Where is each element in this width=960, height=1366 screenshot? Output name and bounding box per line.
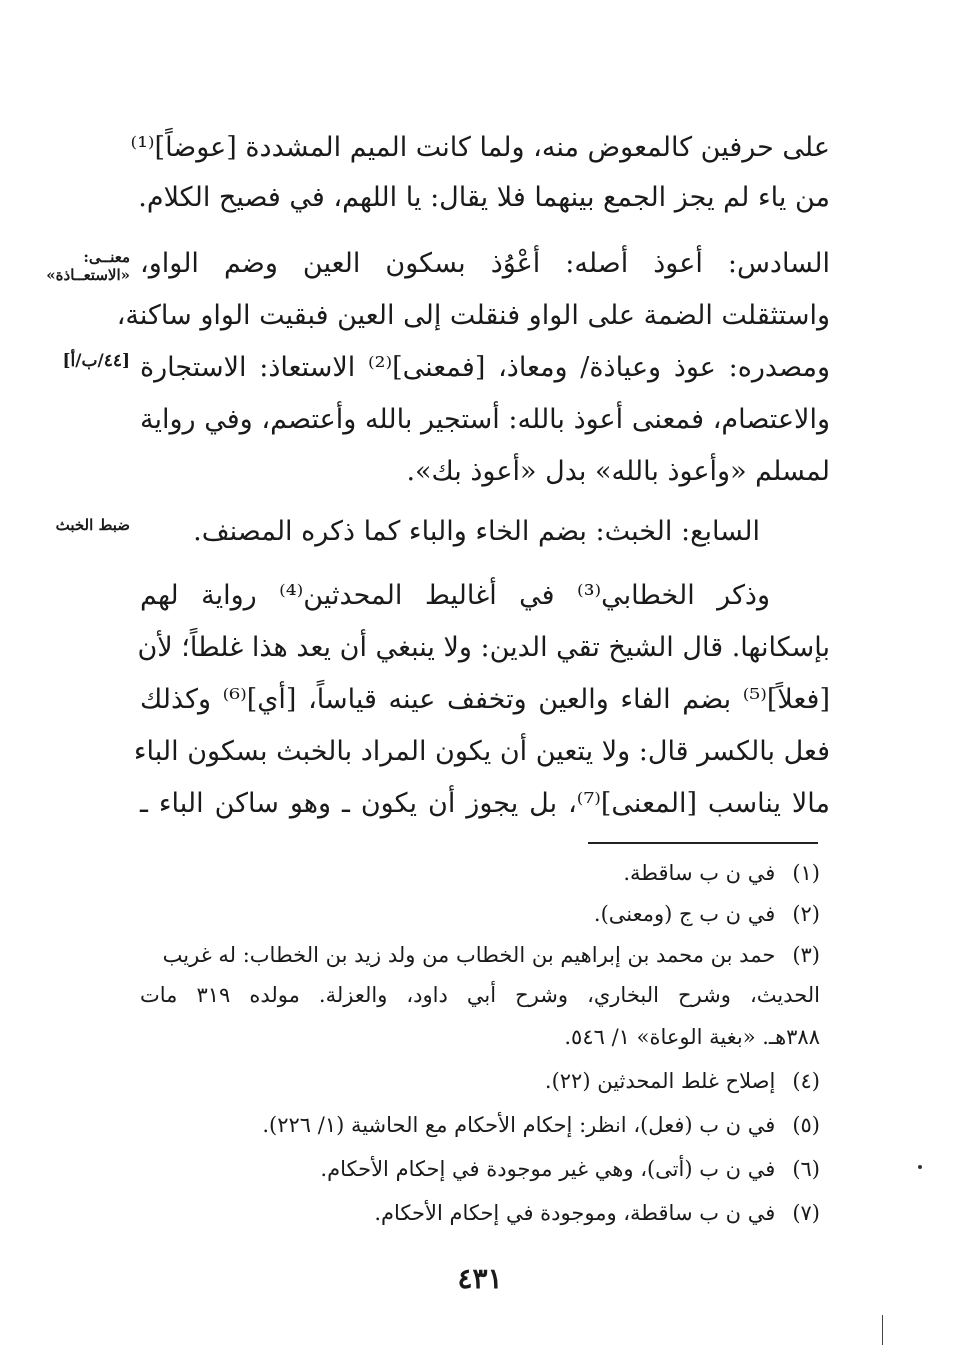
footnote-text: في ن ب ساقطة، وموجودة في إحكام الأحكام. [374, 1201, 776, 1225]
footnote-text: في ن ب ج (ومعنى). [593, 902, 776, 926]
margin-note-meaning: معنــى: «الاستعــاذة» [46, 248, 130, 284]
text-line-5: ومصدره: عوذ وعياذة/ ومعاذ، [فمعنى]⁽²⁾ الاستعاذ: الاستجارة [140, 352, 830, 383]
text-line-13: مالا يناسب [المعنى]⁽⁷⁾، بل يجوز أن يكون ـ وهو ساكن الباء ـ [140, 788, 830, 819]
footnote-1 [150, 858, 820, 888]
text-line-11: [فعلاً]⁽⁵⁾ بضم الفاء والعين وتخفف عينه قياساً، [أي]⁽⁶⁾ وكذلك [140, 684, 830, 715]
footnote-4 [150, 1066, 820, 1096]
footnote-7 [150, 1198, 820, 1228]
footnote-5 [150, 1110, 820, 1140]
text-line-10: بإسكانها. قال الشيخ تقي الدين: ولا ينبغي أن يعد هذا غلطاً؛ لأن [137, 632, 830, 663]
footnote-number: (٥) [792, 1113, 820, 1137]
text-line-3: السادس: أعوذ أصله: أعْوُذ بسكون العين وضم الواو، [140, 248, 830, 279]
margin-note-khubth: ضبط الخبث [55, 516, 130, 534]
footnote-text: إصلاح غلط المحدثين (٢٢). [544, 1069, 776, 1093]
footnote-number: (٦) [792, 1157, 820, 1181]
footnote-text: في ن ب (فعل)، انظر: إحكام الأحكام مع الحاشية (١/ ٢٢٦). [262, 1113, 776, 1137]
footnote-text: في ن ب ساقطة. [623, 861, 776, 885]
page-number: ٤٣١ [457, 1262, 503, 1295]
footnote-3 [150, 940, 820, 970]
footnote-2 [150, 899, 820, 929]
text-line-6: والاعتصام، فمعنى أعوذ بالله: أستجير بالله وأعتصم، وفي رواية [140, 404, 830, 435]
scan-speck [918, 1165, 922, 1169]
scan-mark [882, 1315, 883, 1345]
footnote-text: حمد بن محمد بن إبراهيم بن الخطاب من ولد زيد بن الخطاب: له غريب [162, 943, 776, 967]
text-line-4: واستثقلت الضمة على الواو فنقلت إلى العين فبقيت الواو ساكنة، [116, 300, 830, 331]
footnote-3-continued-1: الحديث، وشرح البخاري، وشرح أبي داود، والعزلة. مولده ٣١٩ مات [140, 983, 820, 1007]
footnote-text: في ن ب (أتى)، وهي غير موجودة في إحكام الأحكام. [320, 1157, 776, 1181]
footnote-6 [150, 1154, 820, 1184]
text-line-12: فعل بالكسر قال: ولا يتعين أن يكون المراد بالخبث بسكون الباء [133, 736, 830, 767]
text-line-8: السابع: الخبث: بضم الخاء والباء كما ذكره المصنف. [193, 516, 760, 547]
text-line-7: لمسلم «وأعوذ بالله» بدل «أعوذ بك». [406, 456, 830, 487]
footnote-separator [588, 842, 818, 844]
footnote-number: (٢) [792, 902, 820, 926]
footnote-number: (٤) [792, 1069, 820, 1093]
text-line-9: وذكر الخطابي⁽³⁾ في أغاليط المحدثين⁽⁴⁾ رواية لهم [140, 580, 770, 611]
text-line-2: من ياء لم يجز الجمع بينهما فلا يقال: يا اللهم، في فصيح الكلام. [138, 182, 830, 213]
text-line-1: على حرفين كالمعوض منه، ولما كانت الميم المشددة [عوضاً]⁽¹⁾ [130, 132, 830, 163]
footnote-number: (١) [792, 861, 820, 885]
footnote-number: (٣) [792, 943, 820, 967]
footnote-number: (٧) [792, 1201, 820, 1225]
footnote-3-continued-2: ٣٨٨هـ. «بغية الوعاة» ١/ ٥٤٦. [564, 1025, 820, 1049]
margin-note-folio: [٤٤/ب/أ] [62, 351, 130, 371]
